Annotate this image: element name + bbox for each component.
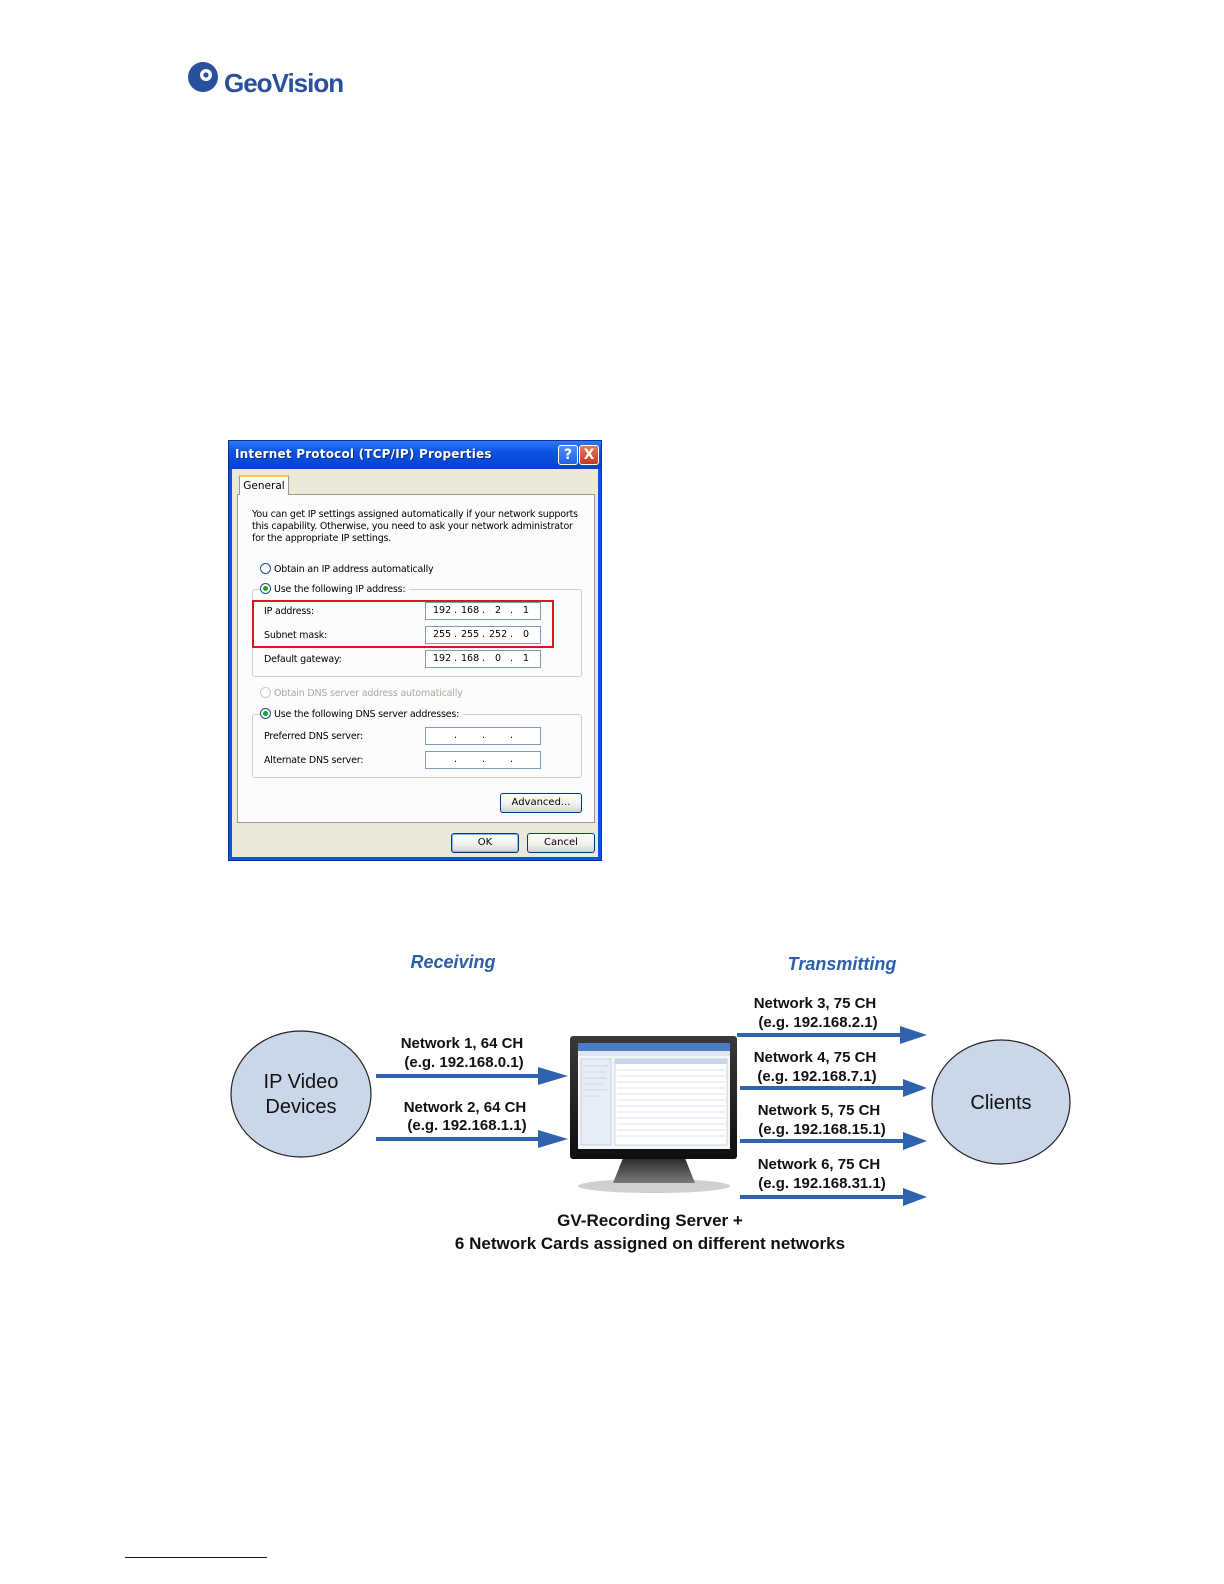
footnote-separator: [125, 1557, 267, 1558]
ip-address-input[interactable]: 192 . 168 . 2 . 1: [425, 602, 541, 620]
radio-obtain-dns-label: Obtain DNS server address automatically: [274, 688, 463, 699]
network-4-label: Network 4, 75 CH: [753, 1049, 877, 1066]
diagram-caption-line2: 6 Network Cards assigned on different networks: [454, 1234, 846, 1253]
receiving-heading: Receiving: [410, 952, 496, 972]
advanced-button[interactable]: Advanced...: [500, 793, 582, 813]
clients-label: Clients: [970, 1092, 1032, 1114]
radio-use-ip-row[interactable]: [260, 583, 409, 595]
ip-subnet-highlight-box: [252, 600, 554, 648]
help-button[interactable]: ?: [558, 445, 578, 465]
ip-devices-label-line2: Devices: [265, 1096, 337, 1118]
radio-use-dns-label: Use the following DNS server addresses:: [274, 709, 460, 720]
network-3-ip: (e.g. 192.168.2.1): [758, 1014, 878, 1031]
alternate-dns-label: Alternate DNS server:: [264, 755, 364, 766]
network-5-label: Network 5, 75 CH: [757, 1102, 881, 1119]
network-1-label: Network 1, 64 CH: [400, 1035, 524, 1052]
network-3-label: Network 3, 75 CH: [753, 995, 877, 1012]
radio-use-ip[interactable]: [260, 583, 271, 594]
tab-general[interactable]: General: [239, 475, 289, 495]
radio-use-ip-label: Use the following IP address:: [274, 584, 406, 595]
close-button[interactable]: X: [579, 445, 599, 465]
dialog-titlebar[interactable]: [229, 441, 601, 469]
logo-brand-text: GeoVision: [224, 68, 344, 98]
geovision-logo: [186, 58, 356, 100]
ok-button[interactable]: OK: [451, 833, 519, 853]
default-gateway-label: Default gateway:: [264, 654, 342, 665]
intro-text: You can get IP settings assigned automatically if your network supports this capability. Otherwise, you need to ask your network administrator for the appropriate IP settings.: [252, 509, 578, 544]
radio-obtain-dns[interactable]: [260, 687, 271, 698]
radio-obtain-ip[interactable]: [260, 563, 271, 574]
diagram-caption-line1: GV-Recording Server +: [557, 1211, 743, 1230]
subnet-mask-input[interactable]: 255 . 255 . 252 . 0: [425, 626, 541, 644]
radio-obtain-dns-row[interactable]: [260, 687, 463, 699]
network-2-label: Network 2, 64 CH: [403, 1099, 527, 1116]
ip-video-devices-node: [231, 1031, 371, 1157]
network-1-ip: (e.g. 192.168.0.1): [404, 1054, 524, 1071]
alternate-dns-input[interactable]: . . .: [425, 751, 541, 769]
network-diagram: [225, 940, 1085, 1270]
transmitting-heading: Transmitting: [787, 954, 897, 974]
radio-use-dns[interactable]: [260, 708, 271, 719]
network-6-ip: (e.g. 192.168.31.1): [758, 1175, 886, 1192]
preferred-dns-input[interactable]: . . .: [425, 727, 541, 745]
preferred-dns-label: Preferred DNS server:: [264, 731, 364, 742]
dialog-title: Internet Protocol (TCP/IP) Properties: [235, 447, 492, 461]
dialog-client-area: [232, 469, 598, 857]
ip-devices-label-line1: IP Video: [263, 1071, 339, 1093]
radio-use-dns-row[interactable]: [260, 708, 463, 720]
network-5-ip: (e.g. 192.168.15.1): [758, 1121, 886, 1138]
default-gateway-input[interactable]: 192 . 168 . 0 . 1: [425, 650, 541, 668]
network-4-ip: (e.g. 192.168.7.1): [757, 1068, 877, 1085]
network-6-label: Network 6, 75 CH: [757, 1156, 881, 1173]
cancel-button[interactable]: Cancel: [527, 833, 595, 853]
subnet-mask-label: Subnet mask:: [264, 630, 328, 641]
radio-obtain-ip-row[interactable]: [260, 563, 433, 575]
tcpip-properties-dialog: [228, 440, 602, 861]
recording-server-monitor-icon: [570, 1036, 737, 1193]
general-panel: [237, 494, 595, 823]
ip-address-label: IP address:: [264, 606, 314, 617]
radio-obtain-ip-label: Obtain an IP address automatically: [274, 564, 434, 575]
network-2-ip: (e.g. 192.168.1.1): [407, 1117, 527, 1134]
